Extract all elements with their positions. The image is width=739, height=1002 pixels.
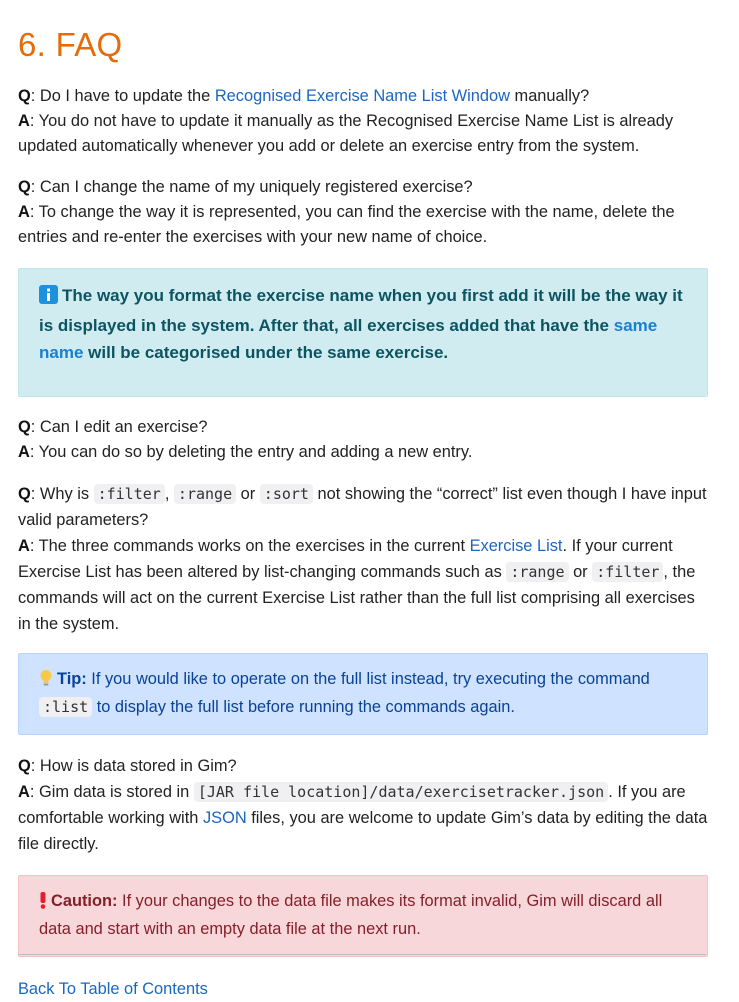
faq-item: Q: Can I change the name of my uniquely registered exercise? A: To change the way it is represented, you can find the exercise with the name, delete the entries and re-enter the exercises with your new name of choice. (18, 178, 675, 246)
question-label: Q (18, 757, 31, 775)
filter-command-code: :filter (94, 484, 165, 504)
lightbulb-icon (39, 669, 53, 695)
exercise-list-link[interactable]: Exercise List (469, 537, 563, 555)
back-to-table-of-contents-link[interactable]: Back To Table of Contents (18, 980, 208, 998)
back-to-toc (18, 977, 708, 1002)
caution-label: Caution: (51, 892, 118, 910)
same-name-highlight: same name (39, 316, 658, 362)
list-command-code: :list (39, 697, 92, 717)
tip-label: Tip: (57, 670, 87, 688)
answer-label: A (18, 112, 30, 130)
answer-label: A (18, 203, 30, 221)
faq-item: Q: Can I edit an exercise? A: You can do so by deleting the entry and adding a new entry. (18, 418, 473, 461)
info-callout: The way you format the exercise name when you first add it will be the way it is displayed in the system. After that, all exercises added that have the same name will be categorised under the same exercise. (18, 268, 708, 397)
section-title: 6. FAQ (18, 26, 123, 63)
question-label: Q (18, 418, 31, 436)
info-icon (39, 285, 58, 312)
faq-item: Q: Why is :filter , :range or :sort not showing the “correct” list even though I have input valid parameters? A: The three commands works on the exercises in the current Exercise List. If your current Exercise List has been altered by list-changing commands such as :range or :filter , the commands will act on the current Exercise List rather than the full list comprising all exercises in the system. (18, 485, 707, 633)
sort-command-code: :sort (260, 484, 313, 504)
json-link[interactable]: JSON (202, 809, 247, 827)
section-divider (18, 954, 706, 955)
question-label: Q (18, 87, 31, 105)
caution-callout: Caution: If your changes to the data file makes its format invalid, Gim will discard all data and start with an empty data file at the next run. (18, 875, 708, 957)
range-command-code: :range (174, 484, 236, 504)
filter-command-code: :filter (592, 562, 663, 582)
recognised-exercise-name-list-window-link[interactable]: Recognised Exercise Name List Window (214, 87, 510, 105)
answer-label: A (18, 443, 30, 461)
answer-label: A (18, 783, 30, 801)
answer-label: A (18, 537, 30, 555)
range-command-code: :range (506, 562, 568, 582)
question-label: Q (18, 485, 31, 503)
faq-content (18, 84, 708, 1002)
question-label: Q (18, 178, 31, 196)
faq-item: Q: Do I have to update the Recognised Exercise Name List Window manually? A: You do not have to update it manually as the Recognised Exercise Name List is already updated automatically whenever you add or delete an exercise entry from the system. (18, 87, 674, 155)
data-file-path-code: [JAR file location]/data/exercisetracker.json (194, 782, 608, 802)
faq-item: Q: How is data stored in Gim? A: Gim data is stored in [JAR file location]/data/exercisetracker.json . If you are comfortable working with JSON files, you are welcome to update Gim’s data by editing the data file directly. (18, 757, 708, 853)
exclamation-icon (39, 891, 47, 917)
tip-callout: Tip: If you would like to operate on the full list instead, try executing the command :list to display the full list before running the commands again. (18, 653, 708, 735)
